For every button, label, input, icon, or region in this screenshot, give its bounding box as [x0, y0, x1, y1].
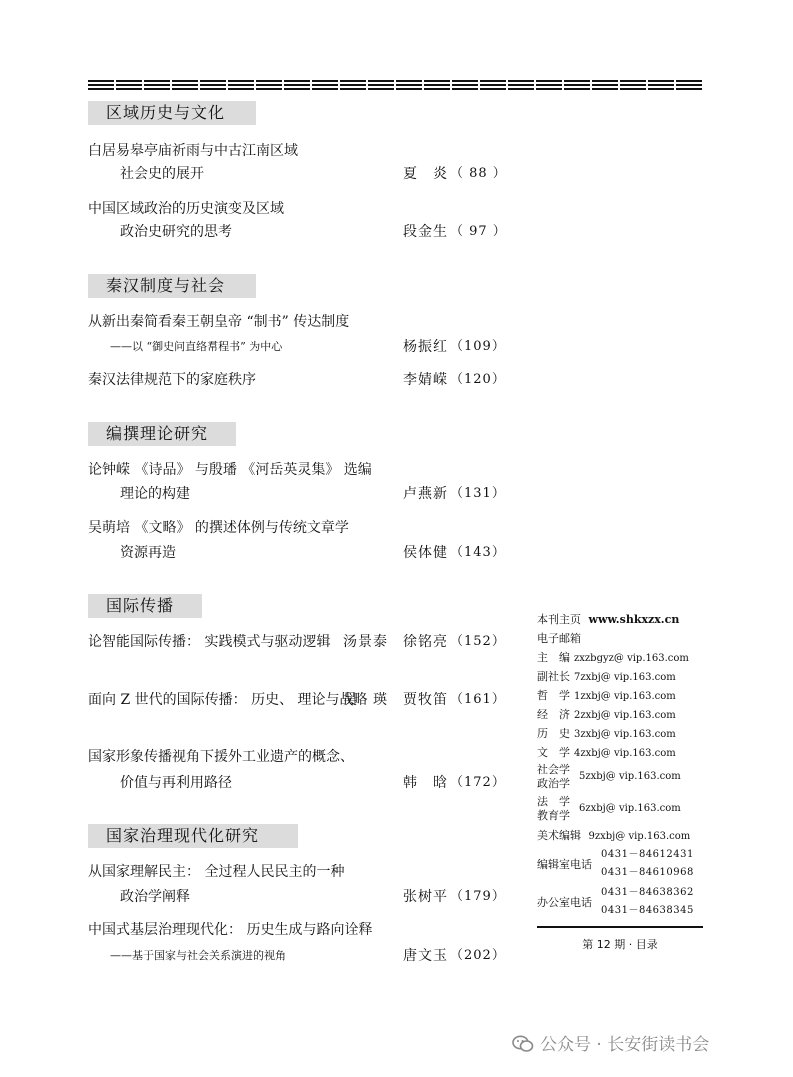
- toc-entry-line[interactable]: [88, 886, 506, 908]
- contact-row: [537, 648, 703, 667]
- toc-entry-line[interactable]: [88, 221, 506, 243]
- phone-number: 0431－84638362: [601, 887, 694, 898]
- homepage-label: 本刊主页: [537, 613, 581, 626]
- watermark-text: 公众号 · 长安街读书会: [540, 1035, 710, 1055]
- entry-author: 李婧嵘: [403, 372, 448, 388]
- entry-page-number: （179）: [450, 889, 506, 904]
- entry-page-number: （143）: [450, 545, 506, 560]
- entry-title: 秦汉法律规范下的家庭秩序: [88, 372, 256, 388]
- entry-title: 政治史研究的思考: [120, 224, 232, 240]
- entry-author: 唐文玉: [403, 948, 448, 964]
- contact-email[interactable]: 7zxbj@ vip.163.com: [574, 672, 676, 683]
- toc-entry-line[interactable]: [88, 311, 506, 333]
- contact-label: 经 济: [537, 708, 570, 721]
- entry-author: 吴 瑛 贾牧笛: [343, 692, 448, 708]
- entry-author: 杨振红: [403, 339, 448, 355]
- phone-list: [537, 845, 703, 921]
- email-title-row: [537, 629, 703, 648]
- toc-entry-line[interactable]: [88, 459, 506, 481]
- entry-title: 中国式基层治理现代化： 历史生成与路向诠释: [88, 922, 373, 938]
- phone-number: 0431－84638345: [601, 905, 694, 916]
- entry-page-number: （ 97 ）: [450, 224, 507, 239]
- sidebar-bottom-rule: [537, 926, 703, 928]
- contact-row: [537, 743, 703, 762]
- two-line-contact-list: [537, 762, 703, 826]
- entry-title: 中国区域政治的历史演变及区域: [88, 201, 284, 217]
- entry-title: 论智能国际传播： 实践模式与驱动逻辑: [88, 634, 331, 650]
- contact-label: 社会学 政治学: [537, 763, 570, 790]
- phone-row: [537, 845, 703, 883]
- entry-title: ——以 “御史问直络帬程书” 为中心: [110, 340, 283, 353]
- toc-entry-line[interactable]: [88, 163, 506, 185]
- toc-entry-line[interactable]: [88, 369, 506, 391]
- toc-entry-line[interactable]: [88, 517, 506, 539]
- toc-entry-line[interactable]: [88, 861, 506, 883]
- contact-email[interactable]: 5zxbj@ vip.163.com: [579, 771, 681, 782]
- contact-email[interactable]: 1zxbj@ vip.163.com: [574, 691, 676, 702]
- phone-label: 编辑室电话: [537, 858, 592, 871]
- entry-page-number: （ 88 ）: [450, 166, 507, 181]
- section-heading: 秦汉制度与社会: [88, 274, 256, 298]
- entry-page-number: （120）: [450, 372, 506, 387]
- contact-list: [537, 648, 703, 762]
- entry-title: 政治学阐释: [120, 889, 190, 905]
- section-heading: 国际传播: [88, 594, 202, 618]
- entry-title: 从国家理解民主： 全过程人民民主的一种: [88, 864, 345, 880]
- section-heading: 区域历史与文化: [88, 101, 256, 125]
- homepage-row: [537, 610, 703, 629]
- entry-title: 理论的构建: [120, 486, 190, 502]
- top-decorative-rule: [88, 80, 703, 90]
- email-title: 电子邮箱: [537, 632, 581, 645]
- toc-entry-line[interactable]: [88, 336, 506, 358]
- watermark: [512, 1030, 709, 1055]
- entry-page-number: （172）: [450, 775, 506, 790]
- entry-title: 白居易皋亭庙祈雨与中古江南区域: [88, 143, 298, 159]
- contact-row: [537, 762, 703, 794]
- contact-label: 历 史: [537, 727, 570, 740]
- contact-row: [537, 724, 703, 743]
- phone-number: 0431－84610968: [601, 867, 694, 878]
- contact-row: [537, 794, 703, 826]
- entry-author: 汤景泰 徐铭亮: [343, 634, 448, 650]
- entry-page-number: （202）: [450, 948, 506, 963]
- contact-row: [537, 667, 703, 686]
- entry-title: 从新出秦简看秦王朝皇帝 “制书” 传达制度: [88, 314, 350, 330]
- issue-footer: 第 12 期 · 目录: [582, 938, 658, 951]
- phone-label: 办公室电话: [537, 896, 592, 909]
- entry-title: ——基于国家与社会关系演进的视角: [110, 949, 286, 962]
- entry-title: 价值与再利用路径: [120, 775, 232, 791]
- toc-entry-line[interactable]: [88, 746, 506, 768]
- toc-entry-line[interactable]: [88, 772, 506, 794]
- contact-row: [537, 686, 703, 705]
- entry-page-number: （152）: [450, 634, 506, 649]
- toc-entry-line[interactable]: [88, 198, 506, 220]
- toc-entry-line[interactable]: [88, 483, 506, 505]
- entry-author: 张树平: [403, 889, 448, 905]
- entry-page-number: （131）: [450, 486, 506, 501]
- entry-title: 社会史的展开: [120, 166, 204, 182]
- entry-title: 论钟嵘 《诗品》 与殷璠 《河岳英灵集》 选编: [88, 462, 372, 478]
- phone-number: 0431－84612431: [601, 849, 694, 860]
- contact-email[interactable]: zxzbgyz@ vip.163.com: [574, 653, 689, 664]
- entry-author: 侯体健: [403, 545, 448, 561]
- entry-author: 韩 晗: [403, 775, 448, 791]
- section-heading: 编撰理论研究: [88, 422, 236, 446]
- entry-title: 资源再造: [120, 545, 176, 561]
- entry-author: 段金生: [403, 224, 448, 240]
- section-heading: 国家治理现代化研究: [88, 824, 298, 848]
- toc-entry-line[interactable]: [88, 689, 506, 711]
- entry-page-number: （109）: [450, 339, 506, 354]
- toc-entry-line[interactable]: [88, 919, 506, 941]
- toc-entry-line[interactable]: [88, 945, 506, 967]
- toc-entry-line[interactable]: [88, 140, 506, 162]
- contact-label: 副社长: [537, 670, 570, 683]
- phone-row: [537, 883, 703, 921]
- entry-title: 吴萌培 《文略》 的撰述体例与传统文章学: [88, 520, 349, 536]
- contact-label: 法 学 教育学: [537, 795, 570, 822]
- entry-title: 面向 Z 世代的国际传播： 历史、 理论与战略: [88, 692, 368, 708]
- sidebar-contact-info: [537, 610, 703, 951]
- contact-email[interactable]: 4zxbj@ vip.163.com: [574, 748, 676, 759]
- contact-label: 文 学: [537, 746, 570, 759]
- entry-page-number: （161）: [450, 692, 506, 707]
- homepage-url[interactable]: www.shkxzx.cn: [588, 613, 680, 626]
- contact-email[interactable]: 2zxbj@ vip.163.com: [574, 710, 676, 721]
- art-editor-row: [537, 826, 703, 845]
- contact-email[interactable]: 3zxbj@ vip.163.com: [574, 729, 676, 740]
- contact-label: 主 编: [537, 651, 570, 664]
- toc-entry-line[interactable]: [88, 542, 506, 564]
- contact-row: [537, 705, 703, 724]
- wechat-icon: [512, 1035, 534, 1053]
- entry-title: 国家形象传播视角下援外工业遗产的概念、: [88, 749, 354, 765]
- entry-author: 卢燕新: [403, 486, 448, 502]
- art-editor-email[interactable]: 9zxbj@ vip.163.com: [588, 831, 691, 842]
- art-editor-label: 美术编辑: [537, 829, 581, 842]
- contact-email[interactable]: 6zxbj@ vip.163.com: [579, 803, 681, 814]
- entry-author: 夏 炎: [403, 166, 448, 182]
- toc-entry-line[interactable]: [88, 631, 506, 653]
- contact-label: 哲 学: [537, 689, 570, 702]
